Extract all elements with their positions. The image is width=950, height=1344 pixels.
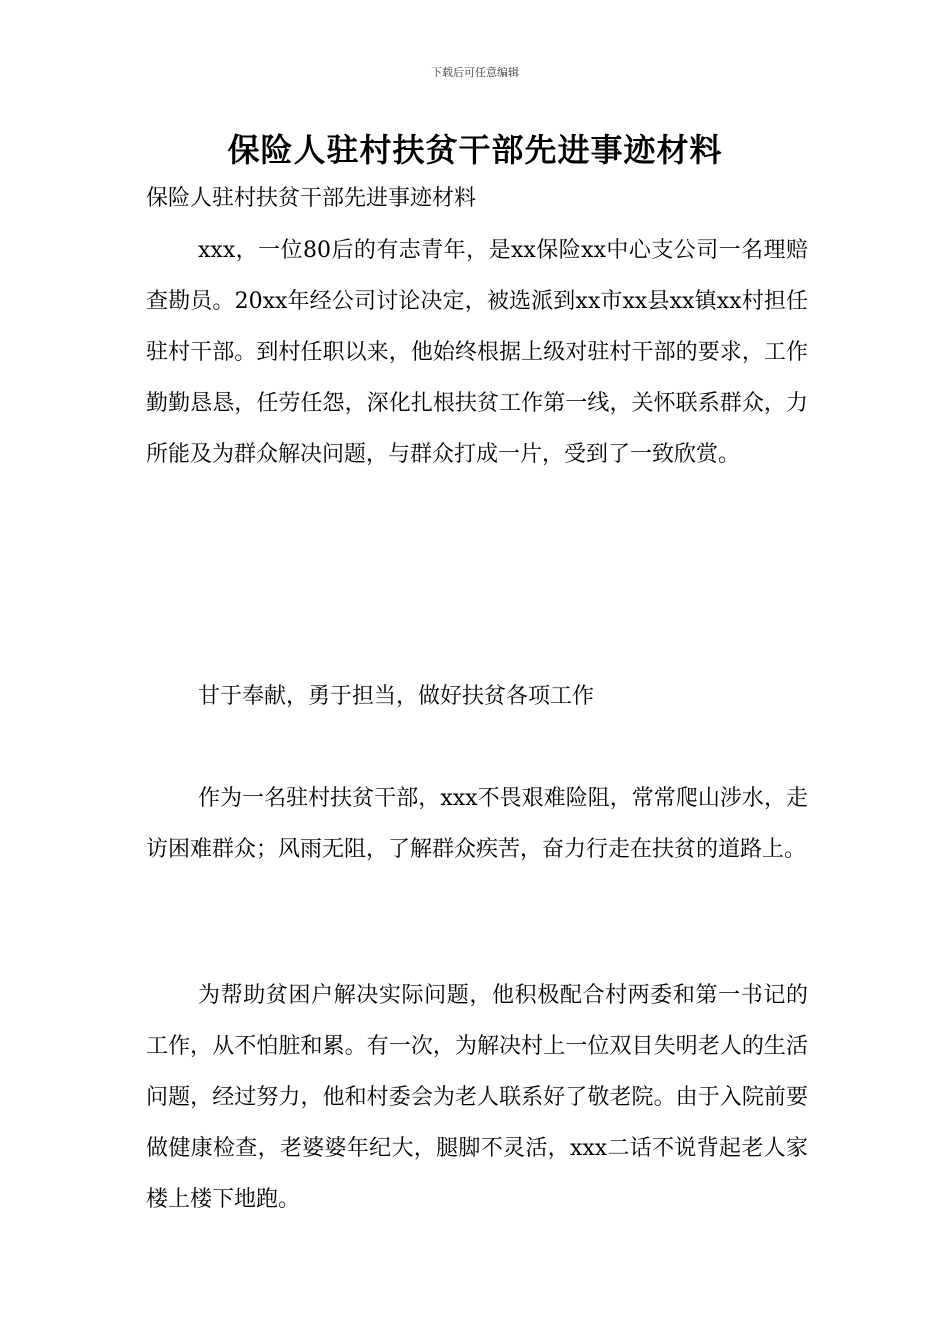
document-subtitle: 保险人驻村扶贫干部先进事迹材料 xyxy=(146,186,477,211)
paragraph-helping-elderly: 为帮助贫困户解决实际问题，他积极配合村两委和第一书记的工作，从不怕脏和累。有一次，为解决村上一位双目失明老人的生活问题，经过努力，他和村委会为老人联系好了敬老院。由于入院前要做健康检查，老婆婆年纪大，腿脚不灵活，xxx二话不说背起老人家楼上楼下地跑。 xyxy=(146,983,808,1212)
section-heading: 甘于奉献，勇于担当，做好扶贫各项工作 xyxy=(198,684,595,709)
document-title: 保险人驻村扶贫干部先进事迹材料 xyxy=(227,131,723,169)
paragraph-intro: xxx，一位80后的有志青年，是xx保险xx中心支公司一名理赔查勘员。20xx年经公司讨论决定，被选派到xx市xx县xx镇xx村担任驻村干部。到村任职以来，他始终根据上级对驻村干部的要求，工作勤勤恳恳，任劳任怨，深化扎根扶贫工作第一线，关怀联系群众，力所能及为群众解决问题，与群众打成一片，受到了一致欣赏。 xyxy=(146,238,808,467)
header-note: 下载后可任意编辑 xyxy=(431,66,519,79)
paragraph-field-work: 作为一名驻村扶贫干部，xxx不畏艰难险阻，常常爬山涉水，走访困难群众；风雨无阻，了解群众疾苦，奋力行走在扶贫的道路上。 xyxy=(146,786,808,862)
